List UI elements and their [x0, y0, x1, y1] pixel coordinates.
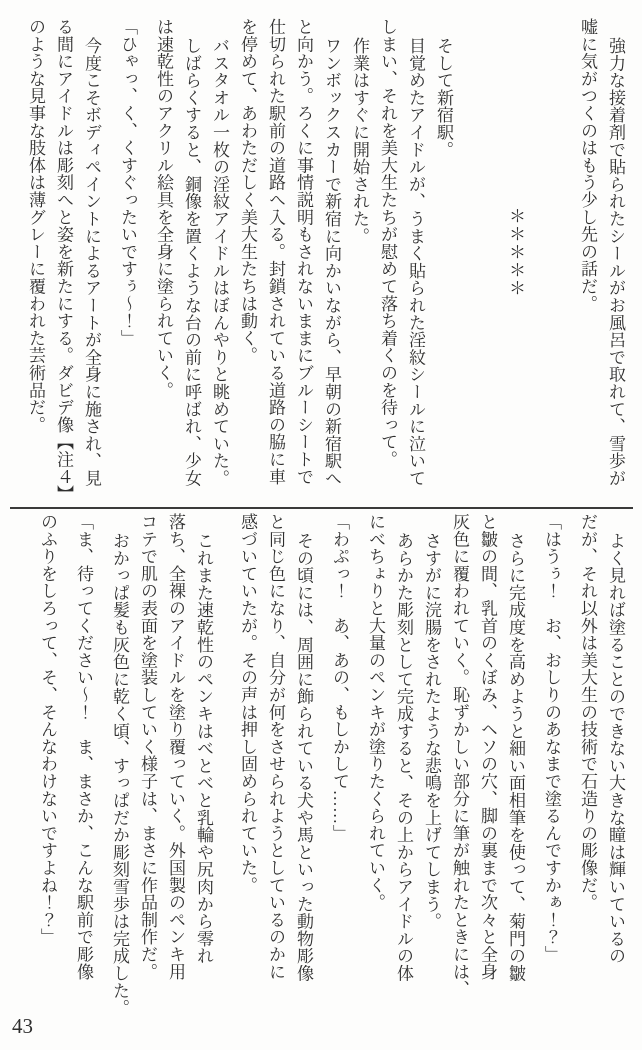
continuation-line: のような見事な肢体は薄グレーに覆われた芸術品だ。 [26, 18, 45, 434]
asterisk-separator: ＊＊＊＊＊ [506, 207, 525, 297]
dialogue-line: 「ひゃっ、く、くすぐったいですぅ～！」 [118, 18, 137, 347]
continuation-line: 仕切られた駅前の道路へ入る。封鎖されている道路の脇に車 [266, 18, 285, 486]
paragraph-line: その頃には、周囲に飾られている犬や馬といった動物彫像 [294, 531, 313, 982]
bottom-text-section [33, 513, 629, 1017]
paragraph-line: 作業はすぐに開始された。 [350, 36, 369, 245]
top-text-section [21, 18, 629, 503]
continuation-line: コテで肌の表面を塗装していく様子は、まさに作品制作だ。 [138, 513, 157, 981]
continuation-line: る間にアイドルは彫刻へと姿を新たにする。ダビデ像【注４】 [54, 18, 73, 503]
dialogue-line: 「わぷっ！ あ、あの、もしかして……」 [330, 513, 349, 842]
paragraph-line: さらに完成度を高めようと細い面相筆を使って、菊門の皺 [506, 531, 525, 982]
paragraph-line: ワンボックスカーで新宿に向かいながら、早朝の新宿駅へ [322, 36, 341, 487]
continuation-line: 嘘に気がつくのはもう少し先の話だ。 [578, 18, 597, 313]
continuation-line: と向かう。ろくに事情説明もされないままにブルーシートで [294, 18, 313, 486]
continuation-line: 灰色に覆われていく。恥ずかしい部分に筆が触れたときには、 [450, 513, 469, 998]
continuation-line: しまい、それを美大生たちが慰めて落ち着くのを待って。 [378, 18, 397, 468]
paragraph-line: バスタオル一枚の淫紋アイドルはぼんやりと眺めていた。 [210, 36, 229, 487]
continuation-line: を停めて、あわただしく美大生たちは動く。 [238, 18, 257, 364]
continuation-line: 落ち、全裸のアイドルを塗り覆っていく。外国製のペンキ用 [166, 513, 185, 981]
continuation-line: 感づいていたが。その声は押し固められていた。 [238, 513, 257, 894]
dialogue-line: 「ま、待ってください～！ ま、まさか、こんな駅前で彫像 [74, 513, 93, 981]
paragraph-line: 今度こそボディペイントによるアートが全身に施され、見 [82, 36, 101, 487]
continuation-line: にべちょりと大量のペンキが塗りたくられていく。 [366, 513, 385, 911]
dialogue-line: 「はうぅ！ お、おしりのあなまで塗るんですかぁ！？」 [542, 513, 561, 963]
continuation-line: のふりをしろって、そ、そんなわけないですよね！？」 [38, 513, 57, 946]
paragraph-line: しばらくすると、銅像を置くような台の前に呼ばれ、少女 [182, 36, 201, 487]
paragraph-line: 強力な接着剤で貼られたシールがお風呂で取れて、雪歩が [606, 36, 625, 487]
section-divider [10, 507, 633, 509]
continuation-line: と同じ色になり、自分が何をさせられようとしているのかに [266, 513, 285, 981]
paragraph-line: よく見れば塗ることのできない大きな瞳は輝いているの [606, 531, 625, 965]
paragraph-spaced-line: これまた速乾性のペンキはべとべと乳輪や尻肉から零れ [194, 531, 213, 965]
paragraph-line: あらかた彫刻として完成すると、その上からアイドルの体 [394, 531, 413, 982]
paragraph-line: そして新宿駅。 [434, 36, 453, 158]
paragraph-line: さすがに浣腸をされたような悲鳴を上げてしまう。 [422, 531, 441, 930]
continuation-line: だが、それ以外は美大生の技術で石造りの彫像だ。 [578, 513, 597, 911]
continuation-line: と皺の間、乳首のくぼみ、ヘソの穴、脚の裏まで次々と全身 [478, 513, 497, 981]
continuation-line: は速乾性のアクリル絵具を全身に塗られていく。 [154, 18, 173, 399]
paragraph-line: 目覚めたアイドルが、うまく貼られた淫紋シールに泣いて [406, 36, 425, 487]
page-number: 43 [12, 1014, 33, 1038]
paragraph-line: おかっぱ髪も灰色に乾く頃、すっぱだか彫刻雪歩は完成した。 [110, 531, 129, 1017]
